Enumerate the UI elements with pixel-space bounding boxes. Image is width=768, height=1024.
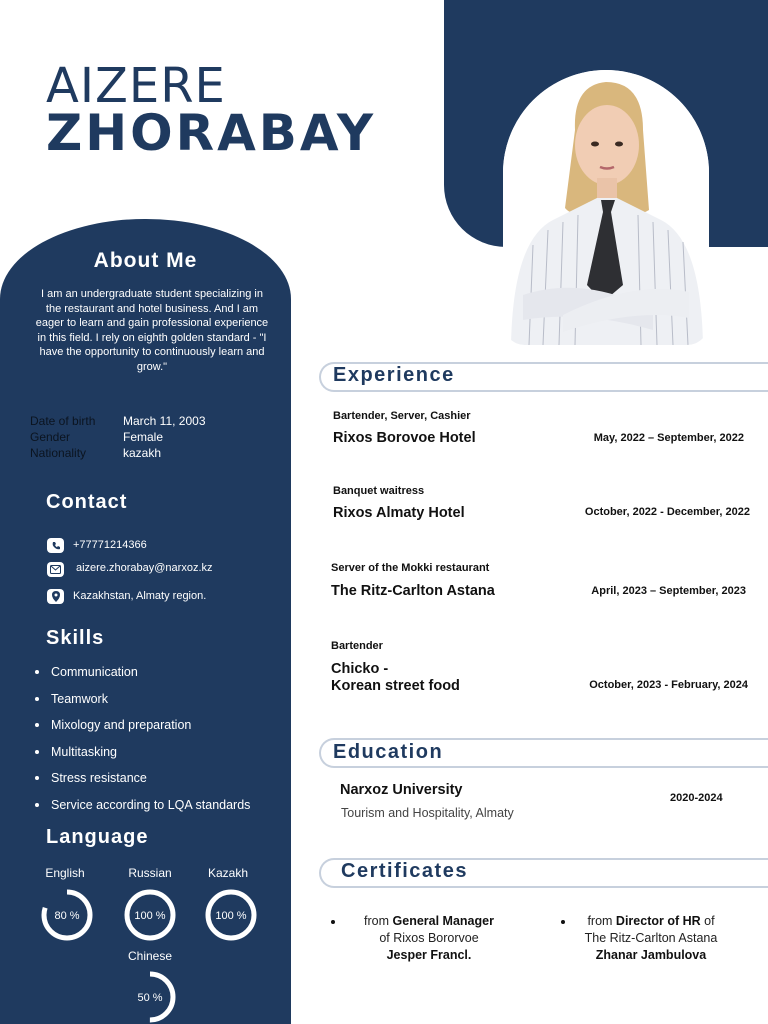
certificates-heading: Certificates bbox=[341, 860, 468, 882]
language-name: English bbox=[45, 866, 85, 880]
gauge-label: 100 % bbox=[134, 910, 166, 922]
job-place: The Ritz-Carlton Astana bbox=[331, 583, 495, 599]
certificate-bullet bbox=[561, 920, 565, 924]
education-years: 2020-2024 bbox=[670, 792, 723, 804]
language-gauge-english bbox=[44, 892, 90, 938]
skills-heading: Skills bbox=[46, 627, 105, 649]
job-dates: October, 2022 - December, 2022 bbox=[584, 506, 750, 518]
portrait-photo bbox=[503, 70, 709, 345]
skill-item: Stress resistance bbox=[33, 768, 283, 795]
language-gauges bbox=[0, 880, 291, 1024]
gauge-label: 50 % bbox=[137, 992, 163, 1004]
language-name: Kazakh bbox=[207, 866, 249, 880]
last-name: ZHORABAY bbox=[46, 104, 377, 162]
about-heading: About Me bbox=[93, 249, 198, 272]
email-icon bbox=[47, 562, 64, 577]
first-name: AIZERE bbox=[46, 58, 226, 114]
skill-item: Communication bbox=[33, 662, 283, 689]
job-dates: May, 2022 – September, 2022 bbox=[593, 432, 744, 444]
job-place: Rixos Almaty Hotel bbox=[333, 505, 465, 521]
skill-item: Mixology and preparation bbox=[33, 715, 283, 742]
nationality-label: Nationality bbox=[30, 446, 87, 460]
language-gauge-russian bbox=[127, 892, 173, 938]
education-school: Narxoz University bbox=[340, 782, 463, 798]
experience-heading: Experience bbox=[333, 364, 455, 386]
phone-text[interactable]: +77771214366 bbox=[73, 539, 147, 551]
dob-value: March 11, 2003 bbox=[123, 414, 206, 428]
job-role: Banquet waitress bbox=[333, 485, 425, 497]
language-gauge-kazakh bbox=[208, 892, 254, 938]
education-field: Tourism and Hospitality, Almaty bbox=[341, 806, 514, 820]
location-text: Kazakhstan, Almaty region. bbox=[73, 590, 207, 602]
language-heading: Language bbox=[46, 826, 149, 848]
job-role: Server of the Mokki restaurant bbox=[331, 562, 490, 574]
language-name: Chinese bbox=[127, 949, 173, 963]
language-gauge-chinese bbox=[127, 974, 173, 1020]
portrait-illustration bbox=[503, 70, 709, 345]
gender-value: Female bbox=[123, 430, 164, 444]
skill-item: Teamwork bbox=[33, 689, 283, 716]
job-role: Bartender bbox=[331, 640, 383, 652]
language-name: Russian bbox=[128, 866, 172, 880]
certificate-bullet bbox=[331, 920, 335, 924]
skills-list bbox=[33, 662, 283, 822]
education-heading: Education bbox=[333, 741, 444, 763]
dob-label: Date of birth bbox=[30, 414, 96, 428]
gender-label: Gender bbox=[30, 430, 71, 444]
job-dates: April, 2023 – September, 2023 bbox=[591, 585, 746, 597]
job-role: Bartender, Server, Cashier bbox=[333, 410, 471, 422]
nationality-value: kazakh bbox=[123, 446, 162, 460]
skill-item: Service according to LQA standards bbox=[33, 795, 283, 822]
contact-heading: Contact bbox=[46, 491, 128, 513]
gauge-label: 100 % bbox=[215, 910, 247, 922]
about-text: I am an undergraduate student specializing in the restaurant and hotel business. And I am eager to learn and gain professional experience in this field. I rely on eighth golden standard - "I have the opportunity to continuously learn and grow." bbox=[35, 288, 269, 373]
certificate-item: from General Manager of Rixos Bororvoe Jesper Francl. bbox=[364, 914, 494, 962]
job-place: Chicko - bbox=[331, 661, 389, 677]
job-place-line2: Korean street food bbox=[331, 678, 460, 694]
certificate-item: from Director of HR of The Ritz-Carlton Astana Zhanar Jambulova bbox=[584, 914, 718, 962]
location-icon bbox=[47, 589, 64, 604]
email-text[interactable]: aizere.zhorabay@narxoz.kz bbox=[76, 562, 213, 574]
job-place: Rixos Borovoe Hotel bbox=[333, 430, 476, 446]
skill-item: Multitasking bbox=[33, 742, 283, 769]
job-dates: October, 2023 - February, 2024 bbox=[589, 679, 748, 691]
gauge-label: 80 % bbox=[54, 910, 80, 922]
phone-icon bbox=[47, 538, 64, 553]
